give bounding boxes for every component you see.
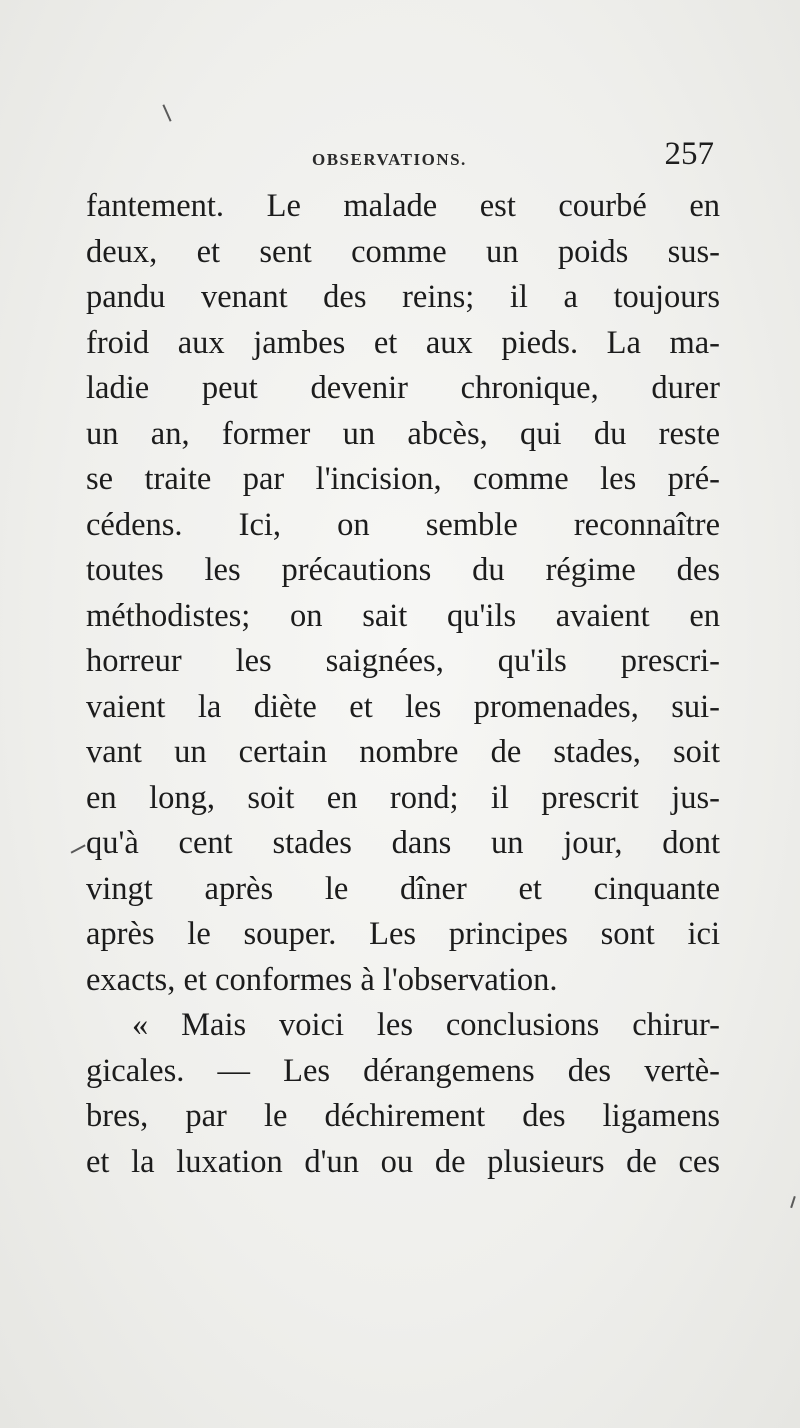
text-line: toutes les précautions du régime des	[86, 552, 720, 588]
text-line: vingt après le dîner et cinquante	[86, 870, 720, 907]
text-line: gicales. — Les dérangemens des vertè-	[86, 1052, 720, 1089]
running-head: OBSERVATIONS.	[312, 150, 467, 169]
text-line: horreur les saignées, qu'ils prescri-	[86, 643, 720, 679]
text-line: fantement. Le malade est courbé en	[86, 188, 720, 224]
text-line: se traite par l'incision, comme les pré-	[86, 461, 720, 497]
text-line: après le souper. Les principes sont ici	[86, 916, 720, 952]
text-line: « Mais voici les conclusions chirur-	[132, 1007, 720, 1043]
text-line: bres, par le déchirement des ligamens	[86, 1098, 720, 1134]
text-line: deux, et sent comme un poids sus-	[86, 233, 720, 270]
ink-mark	[162, 104, 171, 121]
ink-mark	[790, 1196, 795, 1208]
text-line: un an, former un abcès, qui du reste	[86, 415, 720, 452]
text-line: cédens. Ici, on semble reconnaître	[86, 506, 720, 543]
text-line: exacts, et conformes à l'observation.	[86, 961, 558, 998]
text-line: vaient la diète et les promenades, sui-	[86, 688, 720, 725]
page-number: 257	[664, 136, 714, 172]
text-line: en long, soit en rond; il prescrit jus-	[86, 779, 720, 816]
text-line: pandu venant des reins; il a toujours	[86, 279, 720, 315]
text-line: qu'à cent stades dans un jour, dont	[86, 825, 720, 861]
ink-mark	[71, 844, 86, 853]
text-line: froid aux jambes et aux pieds. La ma-	[86, 324, 720, 361]
body-text	[86, 184, 720, 1185]
text-line: méthodistes; on sait qu'ils avaient en	[86, 597, 720, 634]
page-header	[86, 136, 716, 182]
text-line: et la luxation d'un ou de plusieurs de ces	[86, 1143, 720, 1180]
text-line: vant un certain nombre de stades, soit	[86, 734, 720, 770]
text-line: ladie peut devenir chronique, durer	[86, 370, 720, 406]
